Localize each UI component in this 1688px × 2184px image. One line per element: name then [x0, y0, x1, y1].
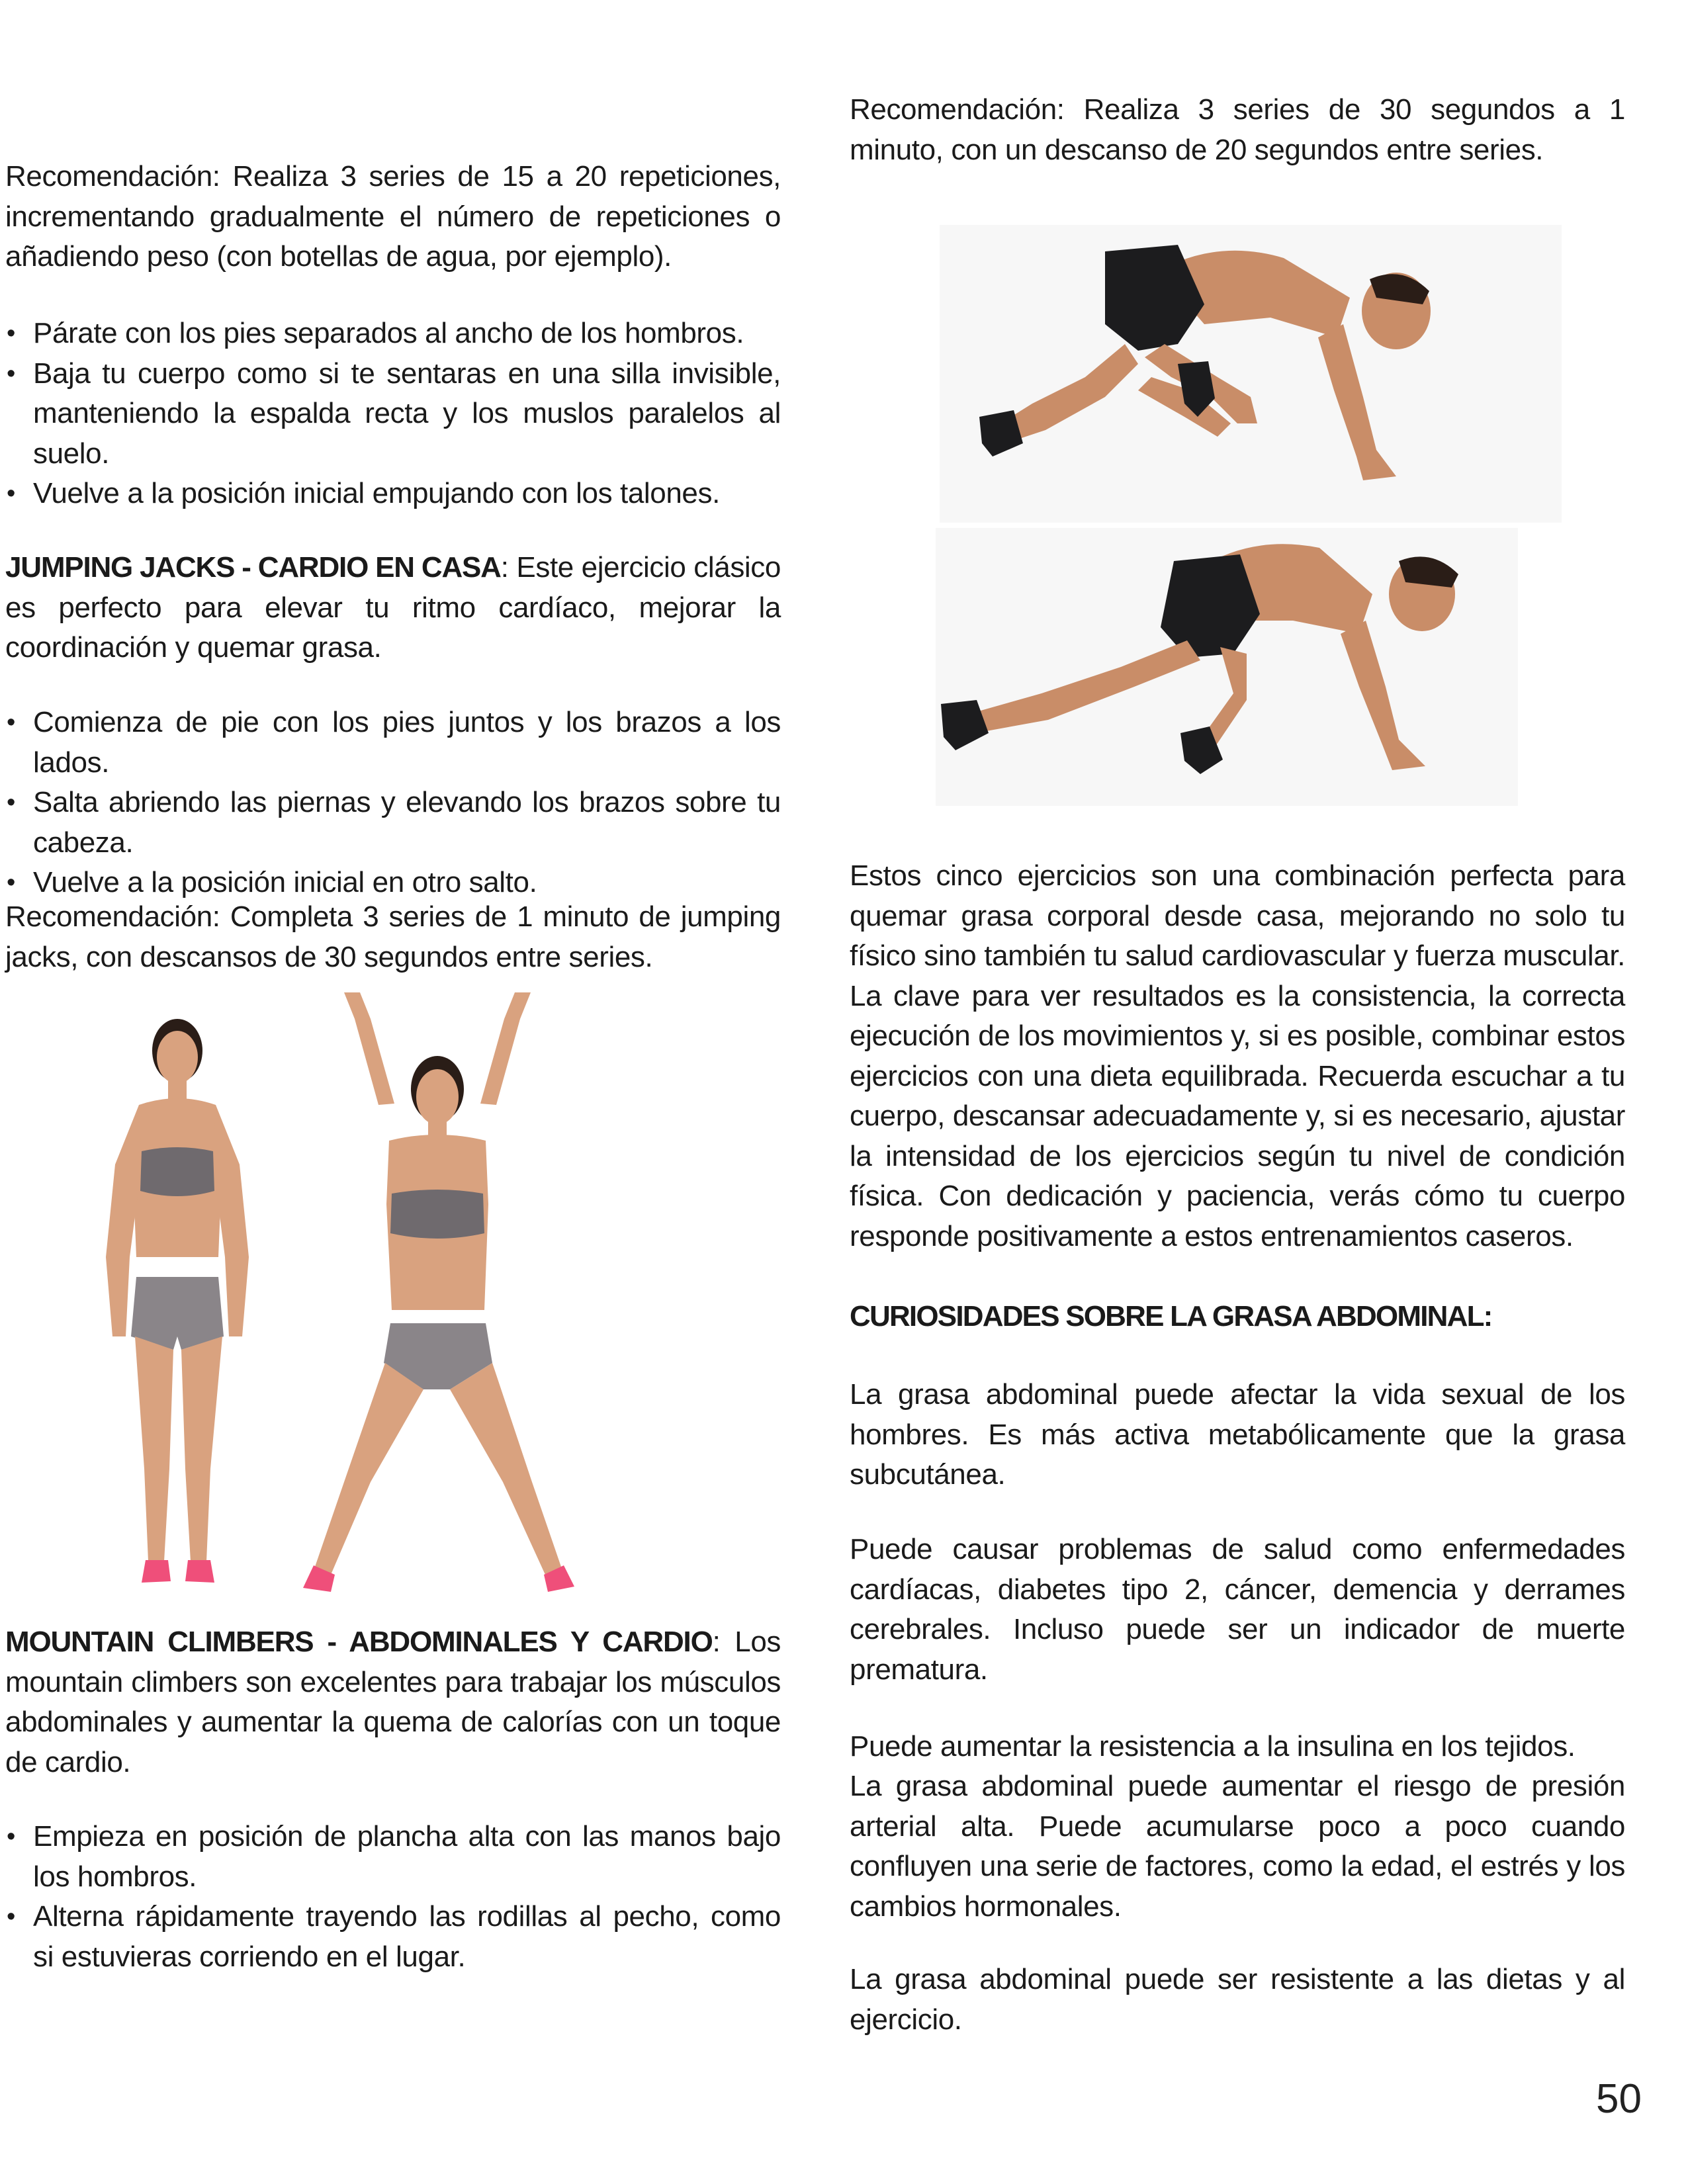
squat-steps-list [5, 314, 781, 514]
list-item: • Comienza de pie con los pies juntos y los brazos a los lados. [5, 703, 781, 783]
jumping-jacks-photo [93, 992, 688, 1594]
list-item: • Alterna rápidamente trayendo las rodillas al pecho, como si estuvieras corriendo en el lugar. [5, 1897, 781, 1977]
list-item: • Párate con los pies separados al ancho de los hombros. [5, 314, 781, 354]
mountain-climbers-intro: : Los mountain climbers son excelentes para trabajar los músculos abdominales y aumentar la quema de calorías con un toque de cardio. [5, 1626, 781, 1778]
jumping-jacks-intro: : Este ejercicio clásico es perfecto para elevar tu ritmo cardíaco, mejorar la coordinación y quemar grasa. [5, 551, 781, 664]
jumping-jacks-recommendation: Recomendación: Completa 3 series de 1 minuto de jumping jacks, con descansos de 30 segundos entre series. [5, 900, 781, 973]
jumping-woman-figure [303, 992, 574, 1592]
jumping-jacks-steps-list [5, 703, 781, 903]
curiosity-paragraph-1: La grasa abdominal puede afectar la vida sexual de los hombres. Es más activa metabólicamente que la grasa subcutánea. [850, 1378, 1625, 1491]
list-item: • Baja tu cuerpo como si te sentaras en una silla invisible, manteniendo la espalda recta y los muslos paralelos al suelo. [5, 354, 781, 474]
jumping-jacks-paragraph [5, 548, 781, 668]
jumping-jacks-title: JUMPING JACKS - CARDIO EN CASA [5, 551, 501, 584]
mountain-climber-photo-2 [936, 528, 1518, 806]
list-item: • Vuelve a la posición inicial en otro salto. [5, 863, 781, 903]
mountain-climbers-title: MOUNTAIN CLIMBERS - ABDOMINALES Y CARDIO [5, 1626, 713, 1658]
curiosity-paragraph-4: La grasa abdominal puede aumentar el riesgo de presión arterial alta. Puede acumularse poco a poco cuando confluyen una serie de factores, como la edad, el estrés y los cambios hormonales. [850, 1770, 1625, 1923]
mountain-climbers-steps-list [5, 1817, 781, 1977]
squat-recommendation: Recomendación: Realiza 3 series de 15 a 20 repeticiones, incrementando gradualmente el número de repeticiones o añadiendo peso (con botellas de agua, por ejemplo). [5, 160, 781, 273]
curiosity-paragraph-5: La grasa abdominal puede ser resistente a las dietas y al ejercicio. [850, 1963, 1625, 2036]
curiosities-heading: CURIOSIDADES SOBRE LA GRASA ABDOMINAL: [850, 1300, 1492, 1332]
page-number: 50 [1596, 2076, 1642, 2122]
standing-woman-figure [106, 1019, 249, 1583]
curiosity-paragraph-3: Puede aumentar la resistencia a la insulina en los tejidos. [850, 1730, 1576, 1763]
mountain-climbers-recommendation: Recomendación: Realiza 3 series de 30 segundos a 1 minuto, con un descanso de 20 segundos entre series. [850, 93, 1625, 166]
mountain-climber-photo-1 [940, 225, 1562, 523]
list-item: • Empieza en posición de plancha alta con las manos bajo los hombros. [5, 1817, 781, 1897]
conclusion-paragraph: Estos cinco ejercicios son una combinación perfecta para quemar grasa corporal desde casa, mejorando no solo tu físico sino también tu salud cardiovascular y fuerza muscular. La clave para ver resultados es la consistencia, la correcta ejecución de los movimientos y, si es posible, combinar estos ejercicios con una dieta equilibrada. Recuerda escuchar a tu cuerpo, descansar adecuadamente y, si es necesario, ajustar la intensidad de los ejercicios según tu nivel de condición física. Con dedicación y paciencia, verás cómo tu cuerpo responde positivamente a estos entrenamientos caseros. [850, 859, 1625, 1252]
list-item: • Vuelve a la posición inicial empujando con los talones. [5, 474, 781, 514]
curiosity-paragraph-2: Puede causar problemas de salud como enfermedades cardíacas, diabetes tipo 2, cáncer, demencia y derrames cerebrales. Incluso puede ser un indicador de muerte prematura. [850, 1533, 1625, 1686]
mountain-climbers-paragraph [5, 1622, 781, 1782]
list-item: • Salta abriendo las piernas y elevando los brazos sobre tu cabeza. [5, 783, 781, 863]
